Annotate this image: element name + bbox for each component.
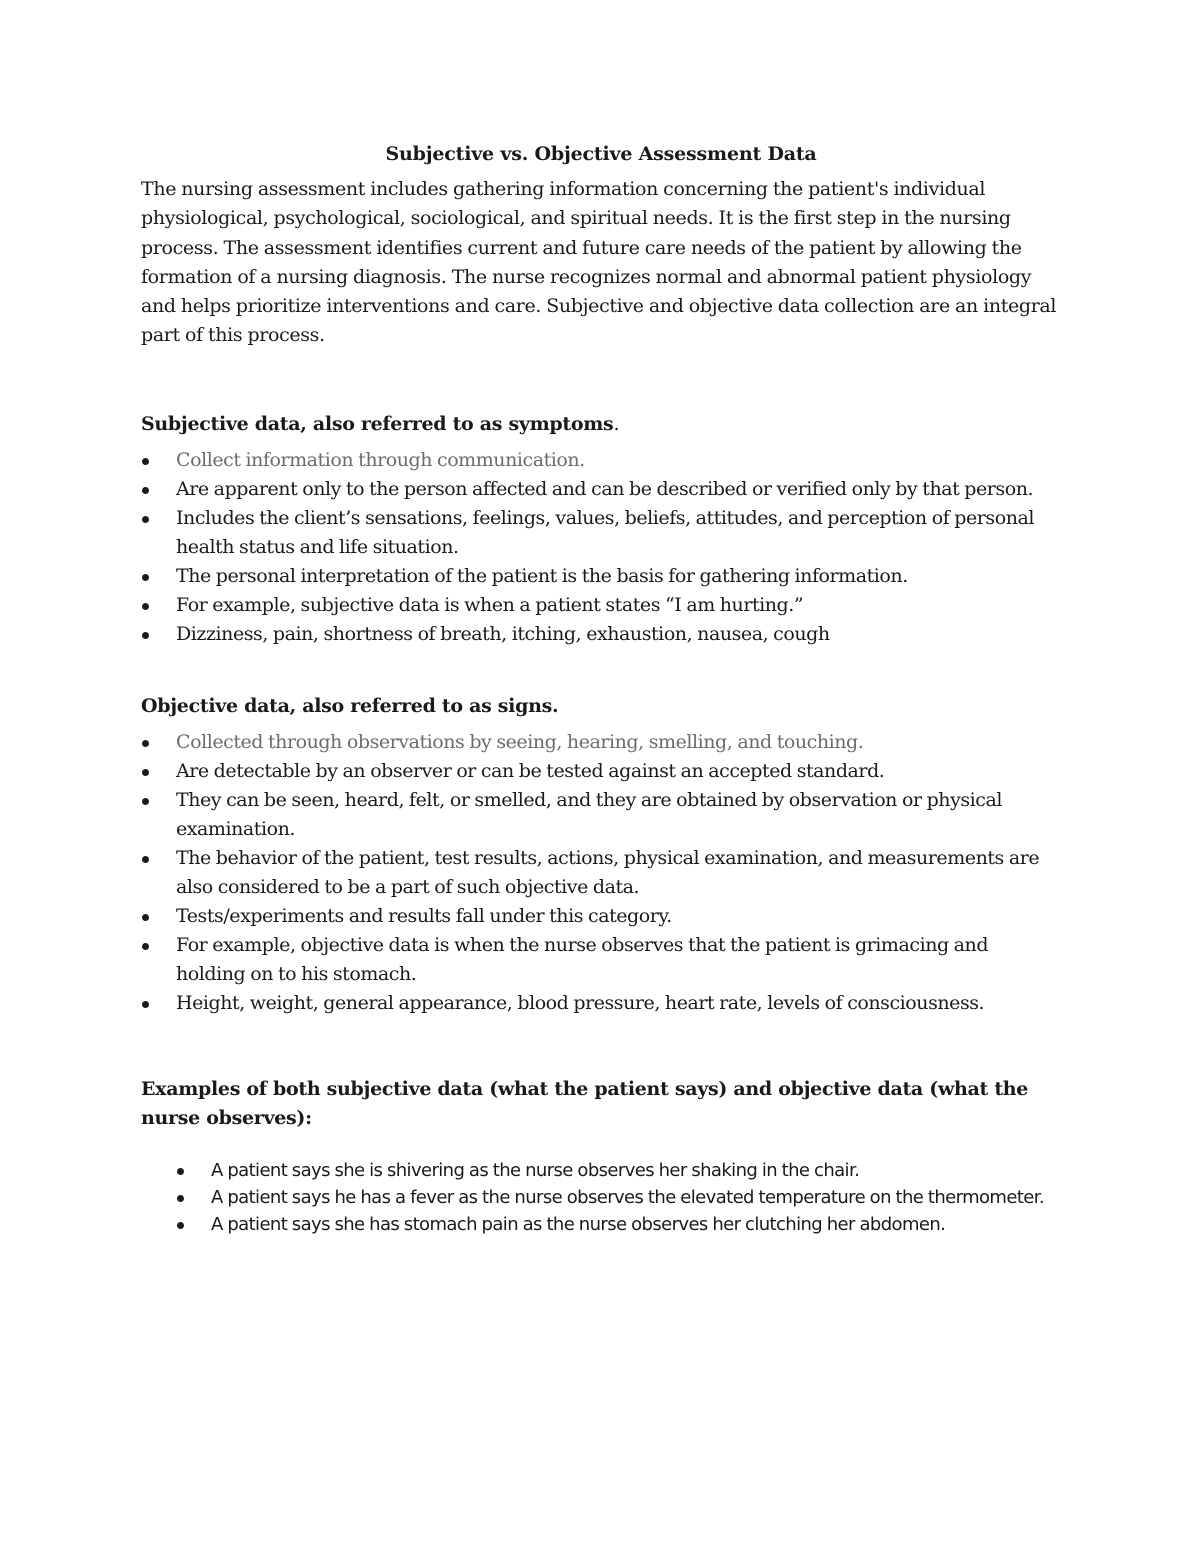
bullet-icon bbox=[142, 856, 149, 863]
list-item-text: Tests/experiments and results fall under this category. bbox=[176, 904, 672, 927]
objective-heading: Objective data, also referred to as signs. bbox=[141, 694, 559, 717]
list-item-text: Are detectable by an observer or can be tested against an accepted standard. bbox=[176, 759, 885, 782]
list-item-text: A patient says she is shivering as the nurse observes her shaking in the chair. bbox=[211, 1159, 860, 1181]
list-item bbox=[141, 562, 1061, 591]
list-item bbox=[141, 1211, 1061, 1238]
list-item-text: Height, weight, general appearance, blood pressure, heart rate, levels of consciousness. bbox=[176, 991, 985, 1014]
examples-heading: Examples of both subjective data (what the patient says) and objective data (what the nurse observes): bbox=[141, 1077, 1029, 1129]
bullet-icon bbox=[142, 487, 149, 494]
list-item bbox=[141, 844, 1061, 902]
document-title: Subjective vs. Objective Assessment Data bbox=[385, 143, 817, 165]
list-item bbox=[141, 989, 1061, 1018]
subjective-heading-text: Subjective data, also referred to as symptoms bbox=[141, 412, 614, 435]
list-item-text: The personal interpretation of the patient is the basis for gathering information. bbox=[176, 564, 908, 587]
bullet-icon bbox=[142, 516, 149, 523]
list-item bbox=[141, 786, 1061, 844]
list-item-text: For example, subjective data is when a patient states “I am hurting.” bbox=[176, 593, 804, 616]
bullet-icon bbox=[142, 603, 149, 610]
examples-list bbox=[141, 1157, 1061, 1238]
bullet-icon bbox=[142, 798, 149, 805]
document-page bbox=[141, 140, 1061, 1238]
bullet-icon bbox=[142, 769, 149, 776]
list-item bbox=[141, 446, 1061, 475]
bullet-icon bbox=[142, 914, 149, 921]
subjective-heading-period: . bbox=[613, 412, 620, 435]
bullet-icon bbox=[142, 740, 149, 747]
list-item-text: A patient says she has stomach pain as the nurse observes her clutching her abdomen. bbox=[211, 1213, 946, 1235]
list-item bbox=[141, 620, 1061, 649]
list-item bbox=[141, 757, 1061, 786]
subjective-heading bbox=[141, 410, 1061, 439]
list-item-text: A patient says he has a fever as the nurse observes the elevated temperature on the thermometer. bbox=[211, 1186, 1045, 1208]
bullet-icon bbox=[142, 574, 149, 581]
list-item bbox=[141, 1184, 1061, 1211]
bullet-icon bbox=[142, 1001, 149, 1008]
list-item bbox=[141, 1157, 1061, 1184]
list-item bbox=[141, 475, 1061, 504]
list-item bbox=[141, 728, 1061, 757]
list-item-text: Includes the client’s sensations, feelings, values, beliefs, attitudes, and perception of personal health status and life situation. bbox=[176, 506, 1034, 558]
list-item-text: Collected through observations by seeing, hearing, smelling, and touching. bbox=[176, 730, 864, 753]
list-item-text: The behavior of the patient, test results, actions, physical examination, and measurements are also considered to be a part of such objective data. bbox=[176, 846, 1040, 898]
list-item-text: Are apparent only to the person affected and can be described or verified only by that person. bbox=[176, 477, 1034, 500]
bullet-icon bbox=[177, 1195, 184, 1202]
list-item-text: They can be seen, heard, felt, or smelled, and they are obtained by observation or physical examination. bbox=[176, 788, 1002, 840]
list-item bbox=[141, 591, 1061, 620]
objective-list bbox=[141, 728, 1061, 1018]
bullet-icon bbox=[177, 1168, 184, 1175]
intro-paragraph: The nursing assessment includes gathering information concerning the patient's individual physiological, psychological, sociological, and spiritual needs. It is the first step in the nursing process. The assessment identifies current and future care needs of the patient by allowing the formation of a nursing diagnosis. The nurse recognizes normal and abnormal patient physiology and helps prioritize interventions and care. Subjective and objective data collection are an integral part of this process. bbox=[141, 178, 1057, 347]
list-item bbox=[141, 902, 1061, 931]
list-item-text: For example, objective data is when the nurse observes that the patient is grimacing and holding on to his stomach. bbox=[176, 933, 989, 985]
bullet-icon bbox=[177, 1222, 184, 1229]
bullet-icon bbox=[142, 632, 149, 639]
subjective-list bbox=[141, 446, 1061, 649]
bullet-icon bbox=[142, 943, 149, 950]
list-item bbox=[141, 504, 1061, 562]
bullet-icon bbox=[142, 458, 149, 465]
list-item-text: Collect information through communication. bbox=[176, 448, 585, 471]
list-item bbox=[141, 931, 1061, 989]
list-item-text: Dizziness, pain, shortness of breath, itching, exhaustion, nausea, cough bbox=[176, 622, 830, 645]
